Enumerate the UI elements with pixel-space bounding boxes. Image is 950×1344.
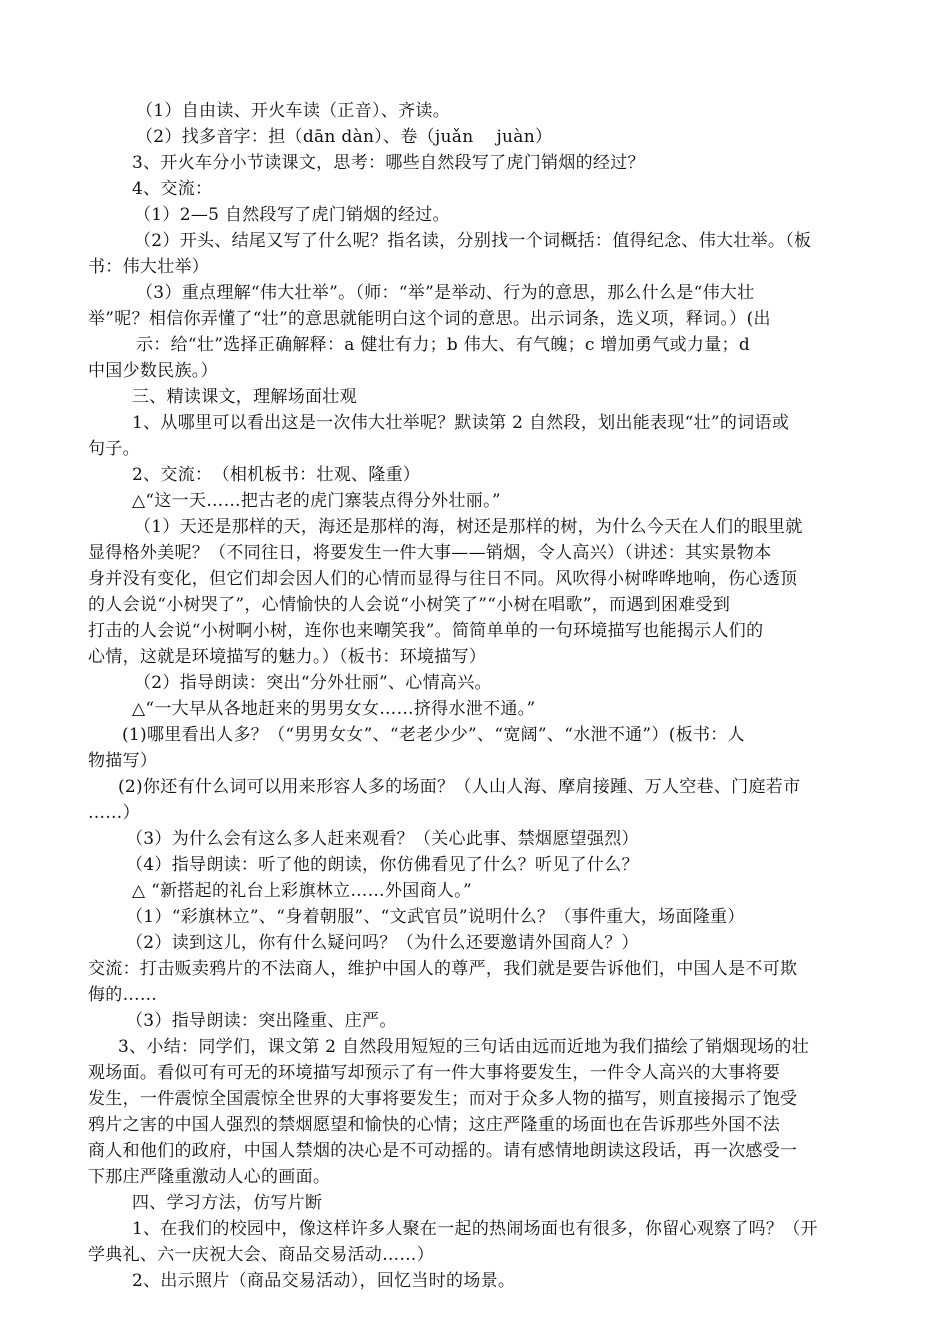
text-line: 物描写） [88, 751, 158, 771]
text-line: （1）“彩旗林立”、“身着朝服”、“文武官员”说明什么？（事件重大，场面隆重） [126, 907, 745, 927]
text-line: 学典礼、六一庆祝大会、商品交易活动……） [88, 1245, 434, 1265]
text-line: (2)你还有什么词可以用来形容人多的场面？（人山人海、摩肩接踵、万人空巷、门庭若市 [118, 777, 801, 797]
section-heading: 四、学习方法，仿写片断 [132, 1193, 323, 1213]
text-line: 2、交流： （相机板书：壮观、隆重） [132, 465, 421, 485]
text-line: 显得格外美呢？（不同往日，将要发生一件大事——销烟，令人高兴）（讲述：其实景物本 [88, 543, 772, 563]
text-line: 3、开火车分小节读课文，思考：哪些自然段写了虎门销烟的经过？ [132, 153, 645, 173]
text-line: （2）开头、结尾又写了什么呢？指名读，分别找一个词概括：值得纪念、伟大壮举。（板 [134, 231, 812, 251]
text-line: 的人会说“小树哭了”，心情愉快的人会说“小树笑了”“小树在唱歌”，而遇到困难受到 [88, 595, 731, 615]
text-line: （1）2—5 自然段写了虎门销烟的经过。 [134, 205, 450, 225]
text-line: 示：给“壮”选择正确解释：a 健壮有力；b 伟大、有气魄；c 增加勇气或力量；d [136, 335, 751, 355]
text-line: （4）指导朗读：听了他的朗读，你仿佛看见了什么？听见了什么？ [126, 855, 639, 875]
text-line: 发生，一件震惊全国震惊全世界的大事将要发生；而对于众多人物的描写，则直接揭示了饱受 [88, 1089, 798, 1109]
text-line: 举”呢？相信你弄懂了“壮”的意思就能明白这个词的意思。出示词条，选义项，释词。）(出 [88, 309, 771, 329]
text-line: 观场面。看似可有可无的环境描写却预示了有一件大事将要发生，一件令人高兴的大事将要 [88, 1063, 780, 1083]
text-line: 交流：打击贩卖鸦片的不法商人，维护中国人的尊严，我们就是要告诉他们，中国人是不可欺 [88, 959, 798, 979]
text-line: （2）找多音字：担（dān dàn）、卷（juǎn juàn） [136, 127, 553, 147]
text-line: 书：伟大壮举） [88, 257, 210, 277]
text-line: △“这一天……把古老的虎门寨装点得分外壮丽。” [132, 491, 501, 511]
text-line: 2、出示照片（商品交易活动），回忆当时的场景。 [132, 1271, 516, 1291]
text-line: 下那庄严隆重激动人心的画面。 [88, 1167, 331, 1187]
text-line: ……） [88, 803, 140, 823]
text-line: 1、从哪里可以看出这是一次伟大壮举呢？默读第 2 自然段，划出能表现“壮”的词语或 [132, 413, 790, 433]
text-line: 3、小结：同学们，课文第 2 自然段用短短的三句话由远而近地为我们描绘了销烟现场的壮 [118, 1037, 810, 1057]
text-line: 1、在我们的校园中，像这样许多人聚在一起的热闹场面也有很多，你留心观察了吗？（开 [132, 1219, 818, 1239]
text-line: (1)哪里看出人多？（“男男女女”、“老老少少”、“宽阔”、“水泄不通”）(板书：人 [122, 725, 745, 745]
text-line: （1）天还是那样的天，海还是那样的海，树还是那样的树，为什么今天在人们的眼里就 [134, 517, 803, 537]
text-line: △ “新搭起的礼台上彩旗林立……外国商人。” [132, 881, 472, 901]
text-line: 商人和他们的政府，中国人禁烟的决心是不可动摇的。请有感情地朗读这段话，再一次感受一 [88, 1141, 798, 1161]
text-line: （3）重点理解“伟大壮举”。（师：“举”是举动、行为的意思，那么什么是“伟大壮 [136, 283, 755, 303]
text-line: 打击的人会说“小树啊小树，连你也来嘲笑我”。简简单单的一句环境描写也能揭示人们的 [88, 621, 764, 641]
text-line: △“一大早从各地赶来的男男女女……挤得水泄不通。” [132, 699, 536, 719]
text-line: （3）为什么会有这么多人赶来观看？（关心此事、禁烟愿望强烈） [126, 829, 639, 849]
text-line: 中国少数民族。） [88, 361, 218, 381]
text-line: 身并没有变化，但它们却会因人们的心情而显得与往日不同。风吹得小树哗哗地响，伤心透顶 [88, 569, 798, 589]
text-line: 侮的…… [88, 985, 158, 1005]
text-line: （1）自由读、开火车读（正音）、齐读。 [136, 101, 451, 121]
text-line: 句子。 [88, 439, 140, 459]
text-line: 心情，这就是环境描写的魅力。）（板书：环境描写） [88, 647, 487, 667]
text-line: （2）读到这儿，你有什么疑问吗？（为什么还要邀请外国商人？） [126, 933, 639, 953]
text-line: 4、交流： [132, 179, 213, 199]
text-line: （3）指导朗读：突出隆重、庄严。 [126, 1011, 397, 1031]
text-line: （2）指导朗读：突出“分外壮丽”、心情高兴。 [134, 673, 492, 693]
section-heading: 三、精读课文，理解场面壮观 [132, 387, 357, 407]
text-line: 鸦片之害的中国人强烈的禁烟愿望和愉快的心情；这庄严隆重的场面也在告诉那些外国不法 [88, 1115, 780, 1135]
